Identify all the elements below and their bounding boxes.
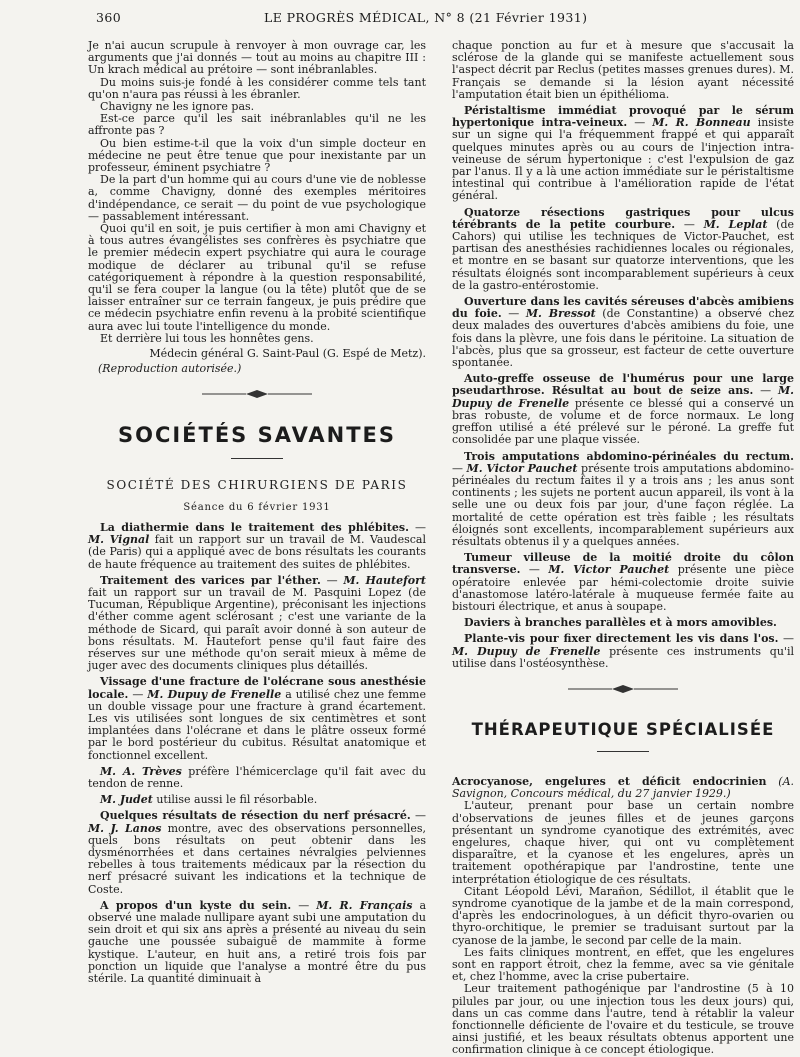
left-column — [88, 40, 426, 1010]
journal-title: LE PROGRÈS MÉDICAL, N° 8 (21 Février 1931) — [264, 10, 588, 25]
entry: Ouverture dans les cavités séreuses d'abcès amibiens du foie. — M. Bressot (de Constantine) a observé chez deux malades des ouvertures d'abcès amibiens du foie, une fois dans la plèvre, une fois dans le péritoine. La situation de l'abcès, plus que sa grosseur, est facteur de cette ouverture spontanée. — [452, 295, 795, 370]
entry: Tumeur villeuse de la moitié droite du côlon transverse. — M. Victor Pauchet présente une pièce opératoire enlevée par hémi-colectomie droite suivie d'anastomose latéro-latérale à muqueuse fermée faite au bistouri électrique, et anus à soupape. — [452, 551, 795, 613]
ornament-divider — [568, 684, 678, 694]
paragraph: Les faits cliniques montrent, en effet, que les engelures sont en rapport étroit, chez la femme, avec sa vie génitale et, chez l'homme, avec la crise pubertaire. — [452, 945, 794, 984]
paragraph: Leur traitement pathogénique par l'androstine (5 à 10 pilules par jour, ou une injection tous les deux jours) qui, dans un cas comme dans l'autre, tend à rétablir la valeur fonctionnelle déficiente de l'ovaire et du testicule, se trouve ainsi justifié, et les beaux résultats obtenus apportent une confirmation clinique à ce concept étiologique. — [452, 982, 794, 1057]
paragraph: Je n'ai aucun scrupule à renvoyer à mon ouvrage car, les arguments que j'ai donnés — tout au moins au chapitre III : Un krach médical au prétoire — sont inébranlables. — [88, 39, 426, 77]
entry: Traitement des varices par l'éther. — M. Hautefort fait un rapport sur un travail de M. Pasquini Lopez (de Tucuman, République Argentine), préconisant les injections d'éther comme agent sclérosant ; c'est une variante de la méthode de Sicard, qui paraît avoir donné à son auteur de bons résultats. M. Hautefort pense qu'il faut faire des réserves sur une méthode qu'on serait mieux à même de juger avec des documents cliniques plus détaillés. — [88, 573, 427, 673]
title-rule — [231, 458, 283, 459]
society-name: SOCIÉTÉ DES CHIRURGIENS DE PARIS — [106, 478, 408, 493]
entry: Daviers à branches parallèles et à mors amovibles. — [464, 616, 777, 630]
paragraph: L'auteur, prenant pour base un certain nombre d'observations de jeunes filles et de jeunes garçons présentant un syndrome cyanotique des extrémités, avec engelures, chaque hiver, qui ont vu complètement disparaître, et la cyanose et les engelures, après un traitement opothérapique par l'androstine, tente une interprétation étiologique de ces résultats. — [452, 799, 794, 886]
entry: Plante-vis pour fixer directement les vis dans l'os. — M. Dupuy de Frenelle présente ces instruments qu'il utilise dans l'ostéosynthèse. — [452, 632, 795, 670]
page-number: 360 — [96, 10, 122, 25]
entry: Trois amputations abdomino-périnéales du rectum. — M. Victor Pauchet présente trois amputations abdomino-périnéales du rectum faites il y a trois ans ; les anus sont continents ; les sujets ne portent aucun appareil, ils vont à la selle une ou deux fois par jour, d'une façon réglée. La mortalité de cette opération est très faible ; les résultats éloignés sont excellents, incomparablement supérieurs aux résultats obtenus il y a quelques années. — [452, 449, 795, 548]
entry: Quelques résultats de résection du nerf présacré. — M. J. Lanos montre, avec des observations personnelles, quels bons résultats on peut obtenir dans les dysménorrhées et dans certaines névralgies pelviennes rebelles à tous traitements médicaux par la résection du nerf présacré suivant les indications et la technique de Coste. — [88, 809, 427, 896]
entry: La diathermie dans le traitement des phlébites. — M. Vignal fait un rapport sur un travail de M. Vaudescal (de Paris) qui a appliqué avec de bons résultats les courants de haute fréquence au traitement des suites de phlébites. — [88, 520, 427, 571]
continuation-text: chaque ponction au fur et à mesure que s'accusait la sclérose de la glande qui se manifeste actuellement sous l'aspect décrit par Reclus (petites masses grenues dures). M. Français se demande si la lésion ayant nécessité l'amputation était bien un épithélioma. — [452, 39, 794, 101]
section-title-therapeutique: THÉRAPEUTIQUE SPÉCIALISÉE — [471, 719, 775, 739]
paragraph: Chavigny ne les ignore pas. — [100, 100, 255, 114]
entry: Vissage d'une fracture de l'olécrane sous anesthésie locale. — M. Dupuy de Frenelle a utilisé chez une femme un double vissage pour une fracture à grand écartement. Les vis utilisées sont longues de six centimètres et sont implantées dans l'olécrane et dans le plâtre osseux formé par le bord postérieur du cubitus. Résultat anatomique et fonctionnel excellent. — [88, 675, 426, 762]
paragraph: De la part d'un homme qui au cours d'une vie de noblesse a, comme Chavigny, donné des exemples méritoires d'indépendance, ce serait — du point de vue psychologique — passablement intéressant. — [88, 173, 426, 223]
entry: Auto-greffe osseuse de l'humérus pour une large pseudarthrose. Résultat au bout de seize ans. — M. Dupuy de Frenelle présente ce blessé qui a conservé un bras robuste, de volume et de force normaux. Le long greffon utilisé a été prélevé sur le péroné. La greffe fut consolidée par une plaque vissée. — [452, 372, 795, 447]
paragraph: Est-ce parce qu'il les sait inébranlables qu'il ne les affronte pas ? — [88, 112, 426, 138]
therapy-entry: Acrocyanose, engelures et déficit endocrinien (A. Savignon, Concours médical, du 27 janvier 1929.) — [452, 774, 795, 801]
paragraph: Quoi qu'il en soit, je puis certifier à mon ami Chavigny et à tous autres évangélistes ses confrères ès psychiatre que le premier médecin expert psychiatre qui aura le courage modique de déclarer au tribunal qu'il se refuse catégoriquement à répondre à la question responsabilité, qu'il se fera couper la langue (ou la tête) plutôt que de se laisser entraîner sur ce terrain fangeux, je puis prédire que ce médecin psychiatre enfin revenu à la probité scientifique aura avec lui toute l'intelligence du monde. — [88, 222, 426, 333]
reproduction-note: (Reproduction autorisée.) — [98, 362, 242, 376]
ornament-divider — [202, 389, 312, 399]
entry: Quatorze résections gastriques pour ulcus térébrants de la petite courbure. — M. Leplat (de Cahors) qui utilise les techniques de Victor-Pauchet, est partisan des anesthésies rachidiennes locales ou régionales, et montre en se basant sur quatorze interventions, que les résultats éloignés sont incomparablement supérieurs à ceux de la gastro-entérostomie. — [452, 205, 794, 292]
paragraph: Citant Léopold Lévi, Marañon, Sédillot, il établit que le syndrome cyanotique de la jambe et de la main correspond, d'après les endocrinologues, à un déficit thyro-ovarien ou thyro-orchitique, le premier se traduisant surtout par la cyanose de la jambe, le second par celle de la main. — [452, 884, 794, 947]
title-rule — [597, 751, 649, 752]
entry: M. A. Trèves préfère l'hémicerclage qu'il fait avec du tendon de renne. — [88, 764, 426, 790]
signature: Médecin général G. Saint-Paul (G. Espé de Metz). — [149, 347, 426, 361]
right-column — [452, 39, 795, 1057]
entry: A propos d'un kyste du sein. — M. R. Français a observé une malade nullipare ayant subi une amputation du sein droit et qui six ans après a présenté au niveau du sein gauche une poussée subaiguë de mammite à forme kystique. L'auteur, en huit ans, a retiré trois fois par ponction un liquide que l'analyse a montré être du pus stérile. La quantité diminuait à — [88, 898, 427, 985]
paragraph: Et derrière lui tous les honnêtes gens. — [100, 331, 314, 345]
section-title-societes: SOCIÉTÉS SAVANTES — [117, 423, 397, 448]
entry: Péristaltisme immédiat provoqué par le sérum hypertonique intra-veineux. — M. R. Bonneau insiste sur un signe qui l'a fréquemment frappé et qui apparaît quelques minutes après ou au cours de l'injection intra-veineuse de sérum hypertonique : c'est l'expulsion de gaz par l'anus. Il y a là une action immédiate sur le péristaltisme intestinal qui contribue à l'amélioration rapide de l'état général. — [452, 104, 795, 203]
paragraph: Du moins suis-je fondé à les considérer comme tels tant qu'on n'aura pas réussi à les ébranler. — [88, 75, 426, 101]
seance-date: Séance du 6 février 1931 — [183, 501, 331, 513]
page-header — [96, 6, 786, 30]
paragraph: Ou bien estime-t-il que la voix d'un simple docteur en médecine ne peut être tenue que pour inexistante par un professeur, éminent psychiatre ? — [88, 136, 426, 175]
entry: M. Judet utilise aussi le fil résorbable. — [100, 793, 318, 807]
